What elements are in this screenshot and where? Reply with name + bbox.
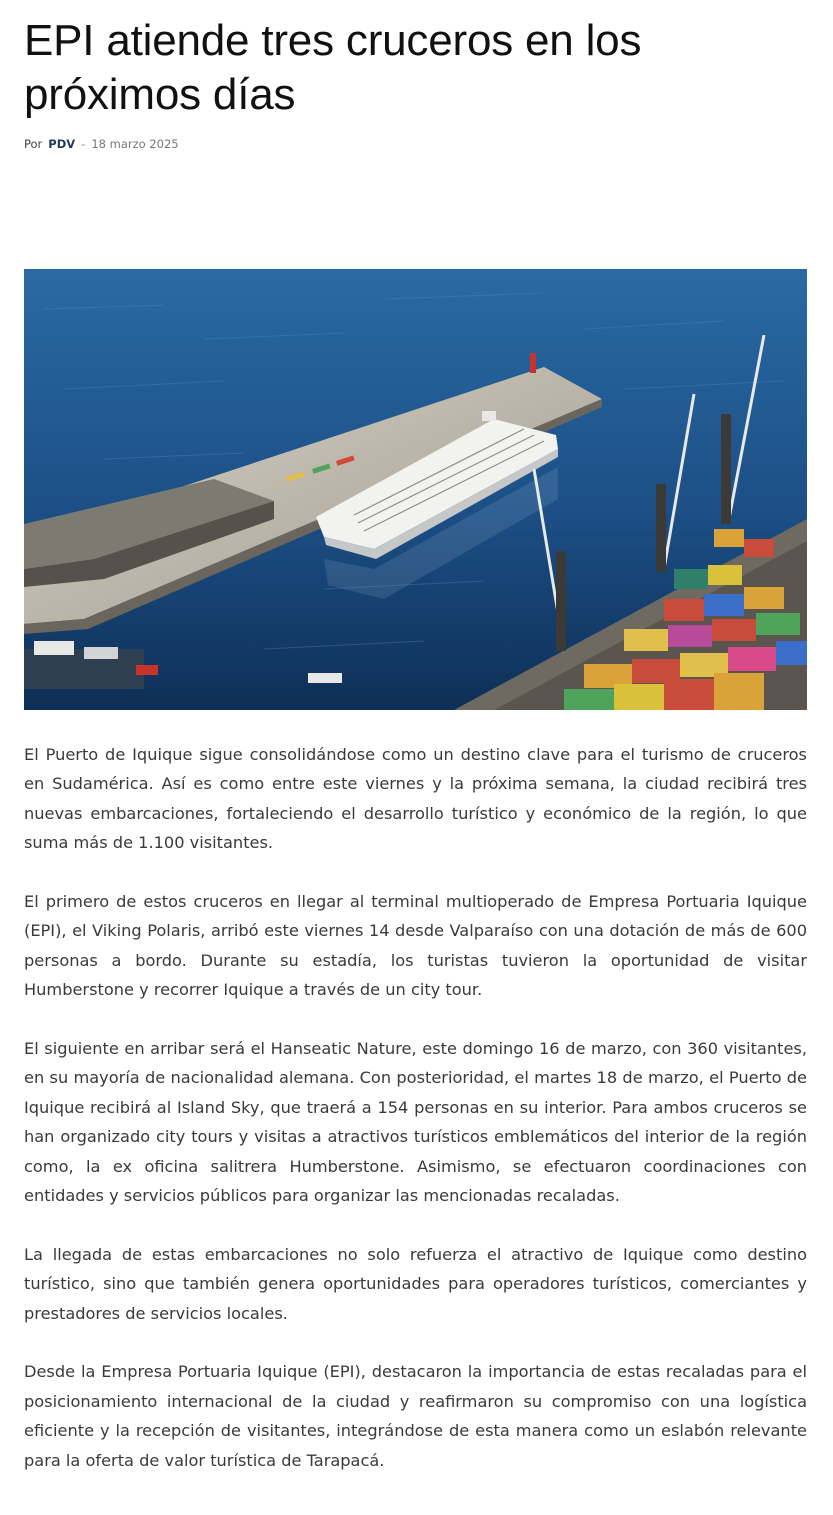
paragraph: La llegada de estas embarcaciones no solo refuerza el atractivo de Iquique como destino turístico, sino que también genera oportunidades para operadores turísticos, comerciantes y prestadores de servicios locales.: [24, 1244, 807, 1323]
article-body: [24, 740, 807, 1504]
article-page: [0, 14, 833, 1515]
meta-separator: -: [81, 137, 86, 151]
byline-label: Por: [24, 137, 43, 151]
hero-image: [24, 269, 807, 710]
author-link[interactable]: PDV: [48, 137, 76, 151]
article-title: EPI atiende tres cruceros en los próximos días: [24, 16, 642, 119]
paragraph: Desde la Empresa Portuaria Iquique (EPI), destacaron la importancia de estas recaladas para el posicionamiento internacional de la ciudad y reafirmaron su compromiso con una logística eficiente y la recepción de visitantes, integrándose de esta manera como un eslabón relevante para la oferta de valor turística de Tarapacá.: [24, 1362, 807, 1470]
paragraph: El primero de estos cruceros en llegar al terminal multioperado de Empresa Portuaria Iquique (EPI), el Viking Polaris, arribó este viernes 14 desde Valparaíso con una dotación de más de 600 personas a bordo. Durante su estadía, los turistas tuvieron la oportunidad de visitar Humberstone y recorrer Iquique a través de un city tour.: [24, 892, 807, 1000]
article-meta: [24, 136, 807, 152]
paragraph: El siguiente en arribar será el Hanseatic Nature, este domingo 16 de marzo, con 360 visitantes, en su mayoría de nacionalidad alemana. Con posterioridad, el martes 18 de marzo, el Puerto de Iquique recibirá al Island Sky, que traerá a 154 personas en su interior. Para ambos cruceros se han organizado city tours y visitas a atractivos turísticos emblemáticos del interior de la región como, la ex oficina salitrera Humberstone. Asimismo, se efectuaron coordinaciones con entidades y servicios públicos para organizar las mencionadas recaladas.: [24, 1039, 807, 1206]
publish-date: 18 marzo 2025: [91, 137, 179, 151]
paragraph: El Puerto de Iquique sigue consolidándose como un destino clave para el turismo de cruceros en Sudamérica. Así es como entre este viernes y la próxima semana, la ciudad recibirá tres nuevas embarcaciones, fortaleciendo el desarrollo turístico y económico de la región, lo que suma más de 1.100 visitantes.: [24, 745, 807, 853]
